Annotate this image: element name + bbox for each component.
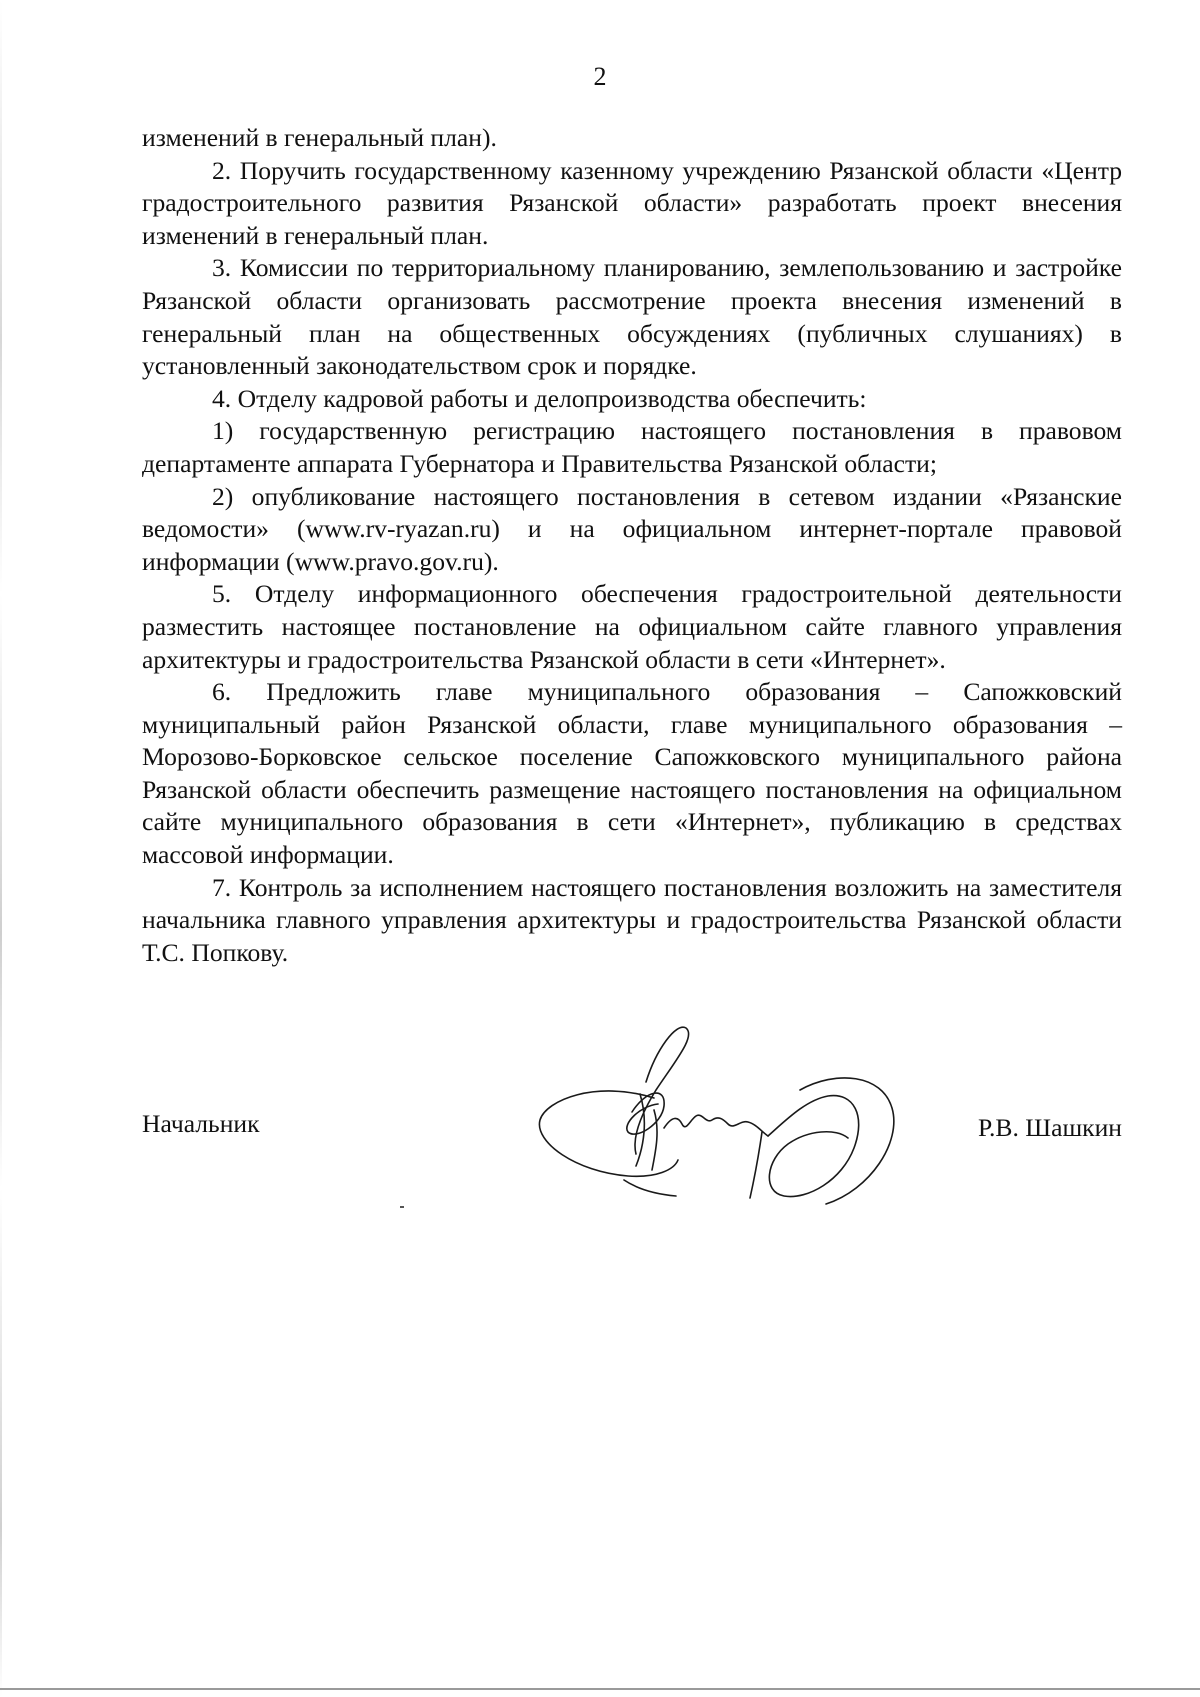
scan-speck bbox=[400, 1206, 404, 1208]
scan-bottom-edge bbox=[0, 1688, 1200, 1690]
paragraph-continuation: изменений в генеральный план). bbox=[142, 123, 497, 152]
paragraph-item-3: 3. Комиссии по территориальному планированию, землепользованию и застройке Рязанской области организовать рассмотрение проекта внесения изменений в генеральный план на общественных обсуждениях (публичных слушаниях) в установленный законодательством срок и порядке. bbox=[142, 253, 1122, 381]
paragraph-item-7: 7. Контроль за исполнением настоящего постановления возложить на заместителя начальника главного управления архитектуры и градостроительства Рязанской области Т.С. Попкову. bbox=[142, 872, 1122, 967]
signatory-name: Р.В. Шашкин bbox=[977, 1113, 1122, 1142]
document-body bbox=[142, 122, 1122, 969]
paragraph-subitem-1: 1) государственную регистрацию настоящего постановления в правовом департаменте аппарата Губернатора и Правительства Рязанской области; bbox=[142, 416, 1122, 478]
signatory-title: Начальник bbox=[142, 1109, 260, 1138]
paragraph-item-6: 6. Предложить главе муниципального образования – Сапожковский муниципальный район Рязанской области, главе муниципального образования – Морозово-Борковское сельское поселение Сапожковского муниципального района Рязанской области обеспечить размещение настоящего постановления на официальном сайте муниципального образования в сети «Интернет», публикацию в средствах массовой информации. bbox=[142, 677, 1122, 870]
paragraph-subitem-2: 2) опубликование настоящего постановления в сетевом издании «Рязанские ведомости» (www.rv-ryazan.ru) и на официальном интернет-портале правовой информации (www.pravo.gov.ru). bbox=[142, 481, 1122, 576]
paragraph-item-5: 5. Отделу информационного обеспечения градостроительной деятельности разместить настоящее постановление на официальном сайте главного управления архитектуры и градостроительства Рязанской области в сети «Интернет». bbox=[142, 579, 1122, 674]
page-number: 2 bbox=[593, 62, 607, 91]
scan-edge bbox=[0, 0, 2, 1697]
paragraph-item-2: 2. Поручить государственному казенному учреждению Рязанской области «Центр градостроительного развития Рязанской области» разработать проект внесения изменений в генеральный план. bbox=[142, 155, 1122, 250]
paragraph-item-4: 4. Отделу кадровой работы и делопроизводства обеспечить: bbox=[212, 383, 867, 413]
handwritten-signature bbox=[536, 1020, 916, 1210]
